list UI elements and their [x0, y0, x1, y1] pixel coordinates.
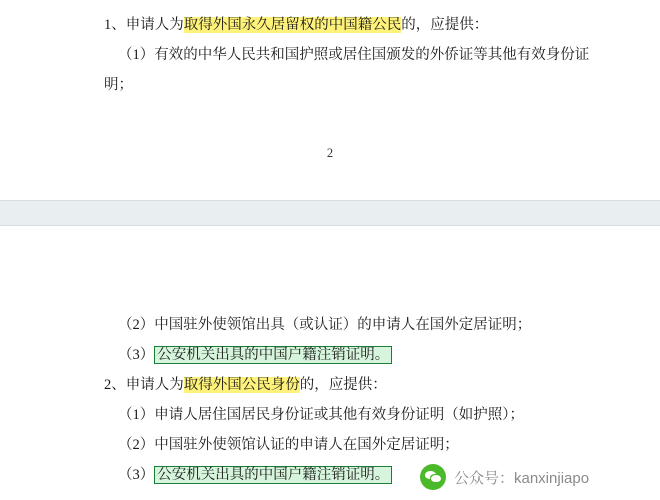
page-one-line — [0, 10, 660, 40]
body-text: 1、申请人为 — [104, 17, 184, 33]
yellow-highlight-text: 取得外国公民身份 — [183, 377, 300, 393]
body-text: 明； — [104, 77, 133, 93]
body-text: （3） — [118, 467, 155, 483]
body-text: （1）有效的中华人民共和国护照或居住国颁发的外侨证等其他有效身份证 — [118, 47, 590, 63]
body-text: 的，应提供： — [401, 17, 489, 33]
page-two-line — [0, 340, 660, 370]
body-text: （3） — [118, 347, 155, 363]
green-highlight-text: 公安机关出具的中国户籍注销证明。 — [154, 346, 392, 364]
page-two-line — [0, 400, 660, 430]
yellow-highlight-text: 取得外国永久居留权的中国籍公民 — [183, 17, 402, 33]
body-text: 2、申请人为 — [104, 377, 184, 393]
page-two-body — [0, 310, 660, 490]
wechat-credit — [420, 464, 589, 490]
page-separator — [0, 200, 660, 226]
body-text: （2）中国驻外使领馆认证的申请人在国外定居证明； — [118, 437, 459, 453]
wechat-icon — [420, 464, 446, 490]
page-two-line — [0, 310, 660, 340]
body-text: （1）申请人居住国居民身份证或其他有效身份证明（如护照）； — [118, 407, 524, 423]
document-page-one — [0, 0, 660, 200]
page-one-line — [0, 40, 660, 70]
page-one-body — [0, 10, 660, 100]
page-number: 2 — [326, 146, 334, 160]
body-text: 的，应提供： — [299, 377, 387, 393]
page-two-line — [0, 430, 660, 460]
page-one-line — [0, 70, 660, 100]
green-highlight-text: 公安机关出具的中国户籍注销证明。 — [154, 466, 392, 484]
page-two-line — [0, 370, 660, 400]
body-text: （2）中国驻外使领馆出具（或认证）的申请人在国外定居证明； — [118, 317, 532, 333]
wechat-account-label: 公众号：kanxinjiapo — [454, 469, 590, 487]
document-page-two — [0, 226, 660, 500]
